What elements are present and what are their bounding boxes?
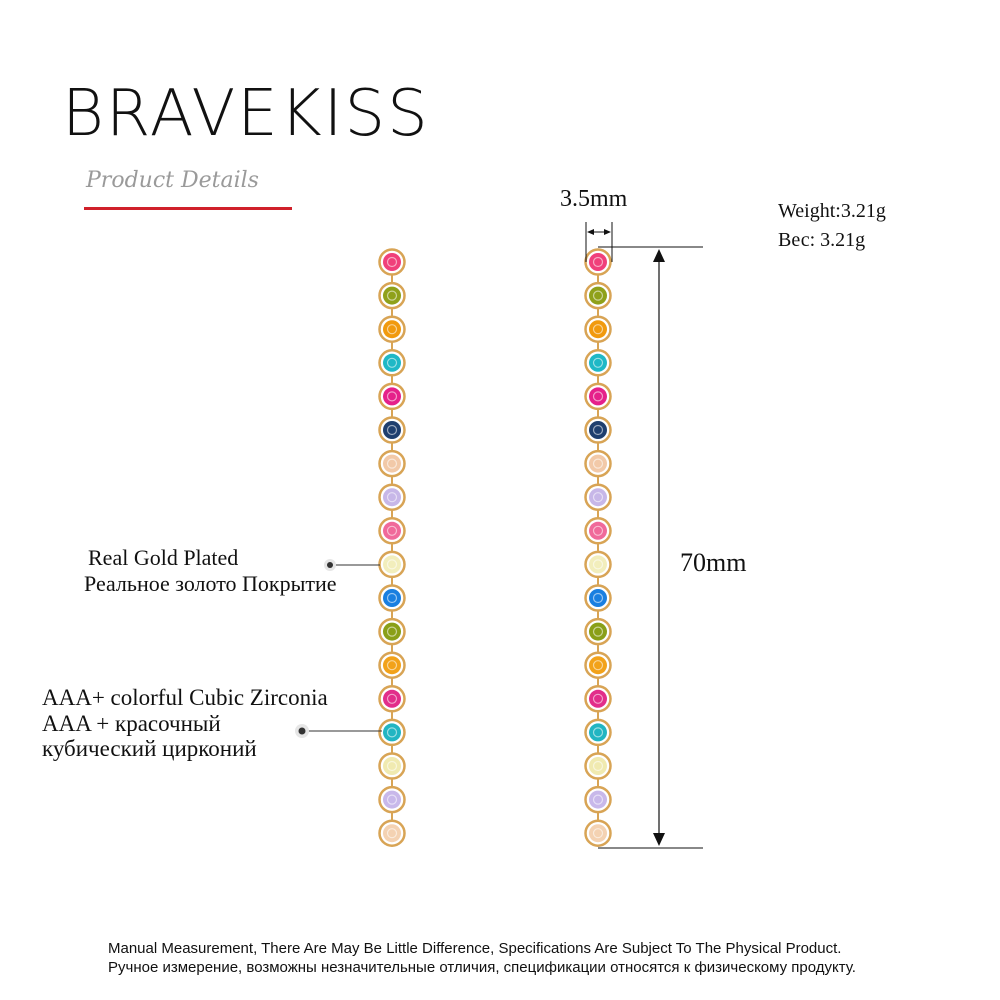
cz-label-en: AAA+ colorful Cubic Zirconia — [42, 685, 328, 710]
length-arrow-top — [653, 249, 665, 262]
right-stone-12 — [589, 623, 607, 641]
earring-right — [586, 250, 611, 846]
right-stone-13 — [589, 656, 607, 674]
left-stone-3 — [383, 320, 401, 338]
right-stone-10 — [589, 555, 607, 573]
left-stone-17 — [383, 791, 401, 809]
disclaimer-en: Manual Measurement, There Are May Be Little Difference, Specifications Are Subject To The Physical Product. — [108, 940, 842, 957]
width-arrow-right — [604, 229, 611, 235]
right-stone-8 — [589, 488, 607, 506]
gold-callout-dot — [327, 562, 333, 568]
left-stone-12 — [383, 623, 401, 641]
right-stone-9 — [589, 522, 607, 540]
left-stone-9 — [383, 522, 401, 540]
right-stone-16 — [589, 757, 607, 775]
width-arrow-left — [587, 229, 594, 235]
product-details-subtitle: Product Details — [86, 168, 259, 193]
left-stone-14 — [383, 690, 401, 708]
right-stone-14 — [589, 690, 607, 708]
right-stone-15 — [589, 723, 607, 741]
right-stone-6 — [589, 421, 607, 439]
right-stone-2 — [589, 287, 607, 305]
gold-label-en: Real Gold Plated — [88, 545, 239, 570]
left-stone-8 — [383, 488, 401, 506]
weight-en: Weight:3.21g — [778, 200, 886, 222]
right-stone-1 — [589, 253, 607, 271]
brand-logo: BRAVEKISS — [62, 77, 430, 151]
left-stone-11 — [383, 589, 401, 607]
right-stone-3 — [589, 320, 607, 338]
left-stone-2 — [383, 287, 401, 305]
right-stone-7 — [589, 455, 607, 473]
left-stone-13 — [383, 656, 401, 674]
left-stone-5 — [383, 387, 401, 405]
right-stone-18 — [589, 824, 607, 842]
earring-left — [380, 250, 405, 846]
width-dimension-label: 3.5mm — [560, 186, 628, 212]
disclaimer-ru: Ручное измерение, возможны незначительные отличия, спецификации относятся к физическому продукту. — [108, 959, 856, 976]
cz-callout-dot — [299, 728, 306, 735]
cz-label-ru-1: AAA + красочный — [42, 711, 221, 736]
left-stone-1 — [383, 253, 401, 271]
cz-label-ru-2: кубический цирконий — [42, 736, 257, 761]
weight-ru: Вес: 3.21g — [778, 229, 866, 251]
right-stone-4 — [589, 354, 607, 372]
left-stone-18 — [383, 824, 401, 842]
right-stone-11 — [589, 589, 607, 607]
length-dimension-label: 70mm — [680, 548, 747, 577]
right-stone-17 — [589, 791, 607, 809]
left-stone-10 — [383, 555, 401, 573]
left-stone-16 — [383, 757, 401, 775]
left-stone-4 — [383, 354, 401, 372]
gold-label-ru: Реальное золото Покрытие — [84, 571, 337, 596]
left-stone-7 — [383, 455, 401, 473]
left-stone-6 — [383, 421, 401, 439]
right-stone-5 — [589, 387, 607, 405]
left-stone-15 — [383, 723, 401, 741]
length-arrow-bottom — [653, 833, 665, 846]
